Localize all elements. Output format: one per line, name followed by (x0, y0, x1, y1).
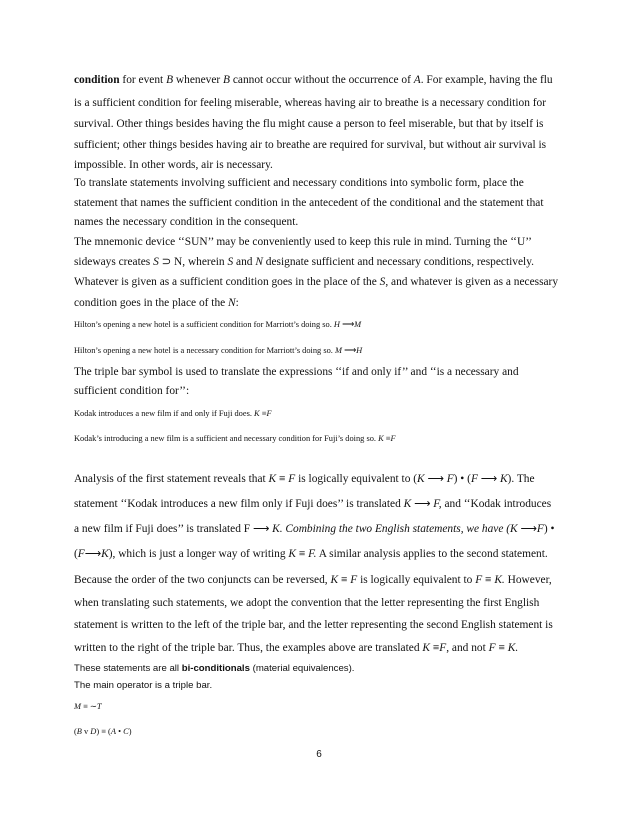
text-run: A (413, 74, 421, 86)
text-line (74, 275, 558, 289)
text-run: K (330, 574, 339, 586)
text-run: condition (74, 74, 120, 86)
text-line (74, 158, 273, 172)
text-line (74, 215, 298, 229)
text-run: condition goes in the place of the (74, 297, 229, 309)
text-run: K (101, 548, 109, 560)
text-run: H (356, 346, 363, 355)
text-run: sufficient condition for’’: (74, 385, 190, 397)
text-run: T (96, 702, 102, 711)
text-run: cannot occur without the occurrence of (229, 74, 414, 86)
text-run: when translating such statements, we adopt the convention that the letter representing the first English (74, 597, 540, 609)
text-run: . For example, having the flu (420, 74, 553, 86)
text-run: F. (308, 548, 317, 560)
text-run: • (115, 727, 124, 736)
text-run: B (223, 74, 230, 86)
text-run: and ‘‘Kodak introduces (441, 498, 552, 510)
text-run: statement that names the sufficient condition in the antecedent of the conditional and the statement that (74, 197, 544, 209)
text-run: However, (504, 574, 552, 586)
example-line (74, 725, 132, 739)
text-run: F (439, 642, 447, 654)
text-run: The mnemonic device ‘‘SUN’’ may be conveniently used to keep this rule in mind. Turning the ‘‘U’’ (74, 236, 532, 248)
text-run: ) (128, 727, 132, 736)
text-run: ⟶ (341, 346, 357, 355)
text-line (74, 365, 519, 379)
text-run: K (417, 473, 425, 485)
text-run: F (350, 574, 358, 586)
text-run: K (268, 473, 277, 485)
text-line (74, 138, 546, 152)
text-run: S (379, 276, 386, 288)
text-run: bi-conditionals (181, 663, 250, 674)
text-run: Hilton’s opening a new hotel is a necessary condition for Marriott’s doing so. (74, 346, 335, 355)
text-run: for event (119, 74, 167, 86)
text-line (74, 573, 552, 587)
text-run: K. (507, 642, 519, 654)
text-run: : (235, 297, 239, 309)
text-run: ⊃ N, wherein (158, 256, 228, 268)
text-line (74, 235, 532, 249)
text-run: Analysis of the first statement reveals that (74, 473, 269, 485)
text-run: ). The (507, 473, 535, 485)
text-line (74, 196, 544, 210)
text-line (74, 497, 551, 511)
text-run: B (166, 74, 174, 86)
text-line (74, 522, 554, 536)
text-run: v (81, 727, 91, 736)
text-run: ⟶ (424, 473, 447, 485)
text-run: F (536, 523, 544, 535)
text-run: F, (433, 498, 442, 510)
text-run: ( (74, 727, 77, 736)
text-line (74, 176, 524, 190)
text-line (74, 596, 539, 610)
note-line (74, 662, 354, 676)
text-run: S (153, 256, 159, 268)
text-run: K (510, 523, 518, 535)
text-run: F (446, 473, 454, 485)
text-run: impossible. In other words, air is necessary. (74, 159, 273, 171)
text-run: and (233, 256, 256, 268)
text-line (74, 117, 543, 131)
example-line (74, 432, 396, 446)
text-run: K (288, 548, 297, 560)
text-run: is a sufficient condition for feeling miserable, whereas having air to breathe is a necessary condition for (74, 97, 547, 109)
text-run: Because the order of the two conjuncts can be reversed, (74, 574, 331, 586)
text-run: N (255, 256, 263, 268)
text-run: names the necessary condition in the consequent. (74, 216, 299, 228)
text-run: S (227, 256, 234, 268)
text-run: Whatever is given as a sufficient condition goes in the place of the (74, 276, 380, 288)
page-number: 6 (316, 749, 322, 760)
text-run: M (354, 320, 362, 329)
text-run: K (422, 642, 430, 654)
text-line (74, 73, 553, 87)
text-run: survival. Other things besides having the flu might cause a person to feel miserable, but that by itself is (74, 118, 544, 130)
text-run: H (333, 320, 340, 329)
text-run: K (378, 434, 384, 443)
text-run: F (77, 548, 85, 560)
text-run: ) • ( (453, 473, 471, 485)
text-run: C (123, 727, 129, 736)
text-run: designate sufficient and necessary conditions, respectively. (262, 256, 535, 268)
text-run: F (475, 574, 483, 586)
text-line (74, 641, 518, 655)
text-run: K (403, 498, 412, 510)
text-run: ( (74, 548, 78, 560)
text-run: is logically equivalent to ( (295, 473, 418, 485)
text-run: written to the right of the triple bar. Thus, the examples above are translated (74, 642, 423, 654)
text-run: (material equivalences). (249, 663, 355, 674)
text-line (74, 547, 548, 561)
example-line (74, 700, 102, 714)
text-run: sufficient; other things besides having air to breathe are required for survival, but without air survival is (74, 139, 547, 151)
text-run: ≡ (429, 642, 440, 654)
text-run: F (390, 434, 396, 443)
text-run: ≡ (495, 642, 508, 654)
text-run: ⟶ (339, 320, 355, 329)
text-run: F (470, 473, 478, 485)
text-run: , and whatever is given as a necessary (385, 276, 559, 288)
text-run: K. (494, 574, 505, 586)
text-run: F (288, 473, 296, 485)
text-line (74, 472, 535, 486)
text-run: ), which is just a longer way of writing (108, 548, 289, 560)
text-run: statement is written to the left of the triple bar, and the letter representing the second English statement is (74, 619, 553, 631)
text-run: ≡ (276, 473, 289, 485)
text-run: a new film if Fuji does’’ is translated F ⟶ (74, 523, 273, 535)
text-line (74, 618, 553, 632)
text-line (74, 255, 534, 269)
text-run: The main operator is a triple bar. (74, 680, 213, 691)
text-run: ≡ (296, 548, 309, 560)
text-run: is logically equivalent to (357, 574, 476, 586)
text-run: ≡ (259, 409, 267, 418)
text-run: A similar analysis applies to the second statement. (316, 548, 548, 560)
text-run: F (488, 642, 496, 654)
text-run: Kodak introduces a new film if and only if Fuji does. (74, 409, 255, 418)
example-line (74, 318, 361, 332)
text-run: The triple bar symbol is used to translate the expressions ‘‘if and only if’’ and ‘‘is a necessary and (74, 366, 519, 378)
example-line (74, 344, 362, 358)
text-run: N (228, 297, 236, 309)
text-run: D (90, 727, 97, 736)
text-run: sideways creates (74, 256, 154, 268)
text-run: whenever (173, 74, 224, 86)
text-run: ) ≡ ( (96, 727, 111, 736)
text-line (74, 296, 239, 310)
text-run: , and not (446, 642, 489, 654)
text-run: ≡ (482, 574, 495, 586)
text-run: ⟶ (517, 523, 537, 535)
text-run: M (334, 346, 342, 355)
text-line (74, 96, 546, 110)
text-run: ≡ (383, 434, 391, 443)
text-run: M (74, 702, 81, 711)
text-run: K (254, 409, 260, 418)
text-run: Hilton’s opening a new hotel is a sufficient condition for Marriott’s doing so. (74, 320, 334, 329)
text-run: F (266, 409, 272, 418)
text-run: To translate statements involving sufficient and necessary conditions into symbolic form, place the (74, 177, 524, 189)
example-line (74, 407, 272, 421)
note-line (74, 679, 212, 693)
text-run: ⟶ (477, 473, 500, 485)
text-run: B (76, 727, 82, 736)
text-run: ⟶ (84, 548, 102, 560)
text-run: Kodak’s introducing a new film is a sufficient and necessary condition for Fuji’s doing so. (74, 434, 379, 443)
text-run: K. Combining the two English statements, we have ( (272, 523, 511, 535)
text-run: ≡ ∼ (80, 702, 97, 711)
text-run: ⟶ (411, 498, 434, 510)
text-run: ) • (543, 523, 555, 535)
text-run: K (499, 473, 508, 485)
text-run: These statements are all (74, 663, 182, 674)
text-run: ≡ (338, 574, 351, 586)
text-run: statement ‘‘Kodak introduces a new film only if Fuji does’’ is translated (74, 498, 404, 510)
text-run: A (110, 727, 116, 736)
text-line (74, 384, 189, 398)
